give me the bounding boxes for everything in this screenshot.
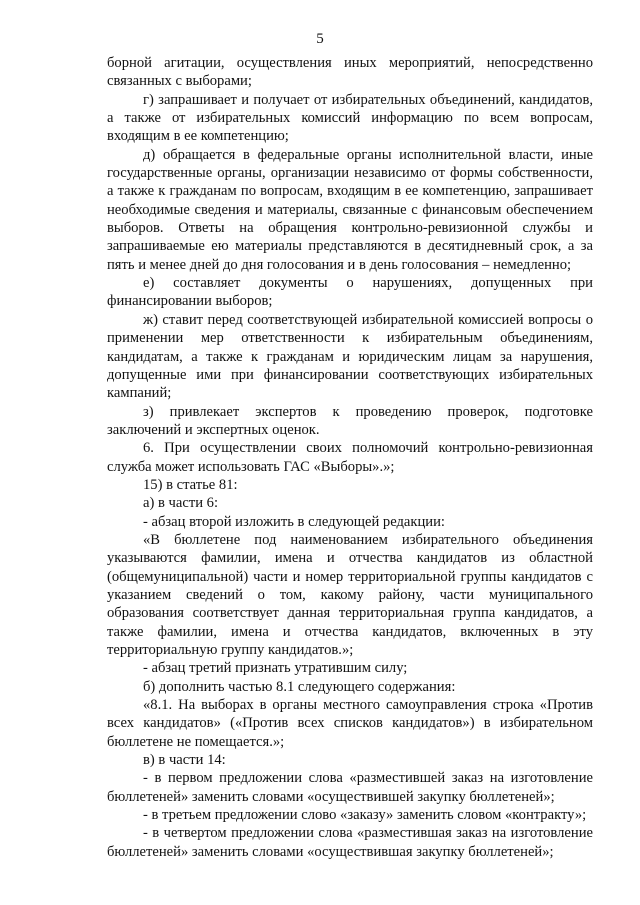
paragraph: г) запрашивает и получает от избирательных объединений, кандидатов, а также от избирательных комиссий информацию по всем вопросам, входящим в ее компетенцию; bbox=[107, 91, 593, 145]
paragraph: е) составляет документы о нарушениях, допущенных при финансировании выборов; bbox=[107, 275, 593, 310]
paragraph: ж) ставит перед соответствующей избирательной комиссией вопросы о применении мер ответственности к избирательным объединениям, кандидатам, а также к гражданам и юридическим лицам за нарушения, допущенные ими при финансировании соответствующих избирательных кампаний; bbox=[107, 311, 593, 402]
paragraph: 15) в статье 81: bbox=[143, 476, 238, 493]
paragraph: а) в части 6: bbox=[143, 495, 219, 512]
paragraph: з) привлекает экспертов к проведению проверок, подготовке заключений и экспертных оценок. bbox=[107, 403, 593, 438]
paragraph: «В бюллетене под наименованием избирательного объединения указываются фамилии, имена и отчества кандидатов из областной (общемуниципальной) части и номер территориальной группы кандидатов с указанием сведений о том, какому району, части муниципального образования соответствует данная территориальная группа кандидатов, а также фамилии, имена и отчества кандидатов, включенных в эту территориальную группу кандидатов.»; bbox=[107, 531, 593, 658]
paragraph: - абзац третий признать утратившим силу; bbox=[143, 660, 408, 677]
paragraph: «8.1. На выборах в органы местного самоуправления строка «Против всех кандидатов» («Против всех списков кандидатов») в избирательном бюллетене не помещается.»; bbox=[107, 697, 593, 750]
paragraph: - абзац второй изложить в следующей редакции: bbox=[143, 513, 445, 530]
paragraph: д) обращается в федеральные органы исполнительной власти, иные государственные органы, организации независимо от формы собственности, а также к гражданам по вопросам, входящим в ее компетенцию, запрашивает необходимые сведения и материалы, связанные с финансовым обеспечением выборов. Ответы на обращения контрольно-ревизионной службы и запрашиваемые ею материалы представляются в десятидневный срок, а за пять и менее дней до дня голосования и в день голосования – немедленно; bbox=[107, 146, 593, 273]
paragraph: - в четвертом предложении слова «разместившая заказ на изготовление бюллетеней» заменить словами «осуществившая закупку бюллетеней»; bbox=[107, 825, 593, 860]
paragraph: б) дополнить частью 8.1 следующего содержания: bbox=[143, 678, 456, 695]
paragraph: в) в части 14: bbox=[143, 752, 226, 769]
paragraph: 6. При осуществлении своих полномочий контрольно-ревизионная служба может использовать ГАС «Выборы».»; bbox=[107, 440, 593, 475]
paragraph: - в третьем предложении слово «заказу» заменить словом «контракту»; bbox=[143, 807, 587, 824]
page-number: 5 bbox=[316, 31, 324, 47]
paragraph: борной агитации, осуществления иных мероприятий, непосредственно связанных с выборами; bbox=[107, 55, 593, 90]
paragraph: - в первом предложении слова «разместившей заказ на изготовление бюллетеней» заменить словами «осуществившей закупку бюллетеней»; bbox=[107, 770, 593, 805]
document-body bbox=[107, 54, 593, 861]
